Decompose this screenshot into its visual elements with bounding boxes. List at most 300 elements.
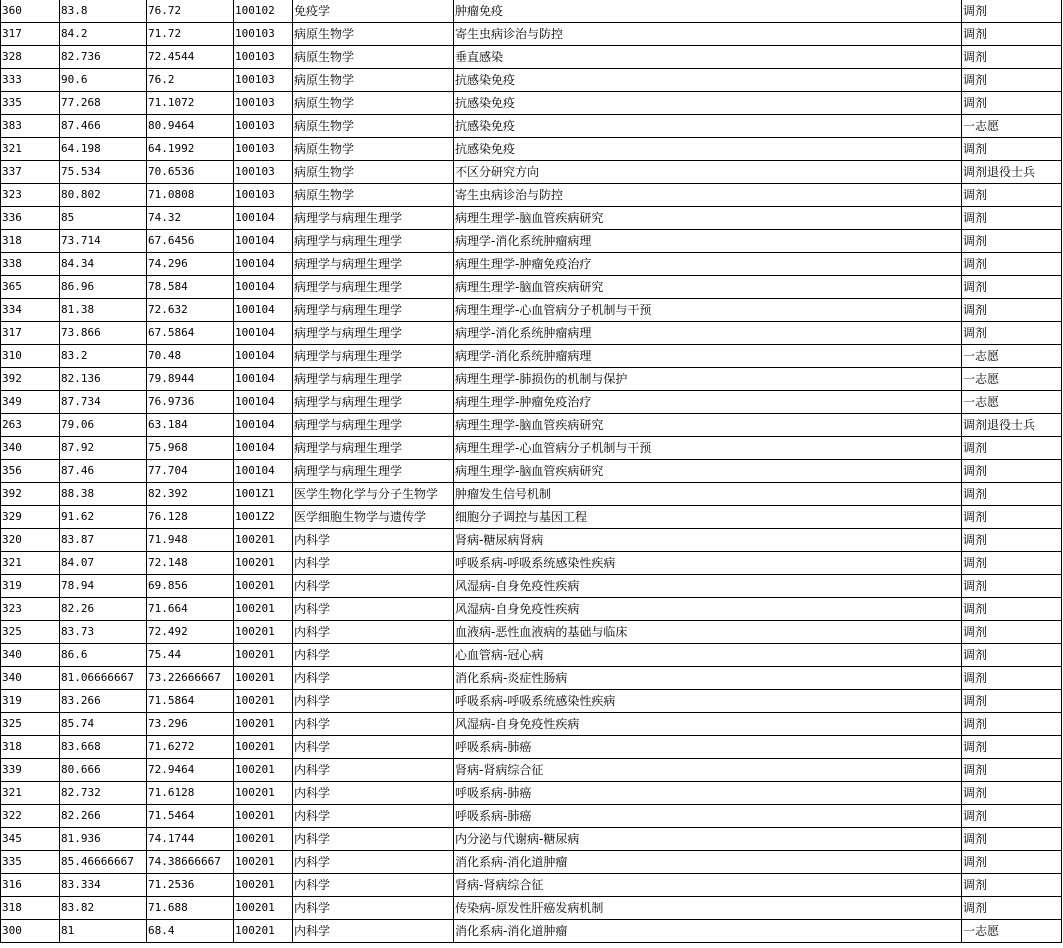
final-score-cell: 70.48: [147, 345, 234, 368]
research-direction-cell: 病理学-消化系统肿瘤病理: [454, 345, 962, 368]
admission-type-cell: 调剂: [962, 805, 1062, 828]
final-score-cell: 69.856: [147, 575, 234, 598]
admission-type-cell: 调剂: [962, 575, 1062, 598]
major-code-cell: 100201: [234, 644, 293, 667]
table-row: [1, 207, 1062, 230]
final-score-cell: 74.32: [147, 207, 234, 230]
final-score-cell: 76.9736: [147, 391, 234, 414]
retest-score-cell: 85.74: [60, 713, 147, 736]
major-code-cell: 100201: [234, 713, 293, 736]
total-score-cell: 321: [1, 138, 60, 161]
final-score-cell: 77.704: [147, 460, 234, 483]
final-score-cell: 74.1744: [147, 828, 234, 851]
retest-score-cell: 83.73: [60, 621, 147, 644]
major-code-cell: 1001Z1: [234, 483, 293, 506]
table-row: [1, 713, 1062, 736]
admission-type-cell: 调剂: [962, 138, 1062, 161]
major-name-cell: 免疫学: [293, 0, 454, 23]
retest-score-cell: 87.92: [60, 437, 147, 460]
major-name-cell: 内科学: [293, 851, 454, 874]
major-name-cell: 内科学: [293, 690, 454, 713]
admission-type-cell: 调剂: [962, 529, 1062, 552]
final-score-cell: 76.128: [147, 506, 234, 529]
major-code-cell: 100201: [234, 736, 293, 759]
retest-score-cell: 83.2: [60, 345, 147, 368]
research-direction-cell: 肿瘤免疫: [454, 0, 962, 23]
total-score-cell: 333: [1, 69, 60, 92]
table-row: [1, 437, 1062, 460]
total-score-cell: 340: [1, 667, 60, 690]
research-direction-cell: 传染病-原发性肝癌发病机制: [454, 897, 962, 920]
retest-score-cell: 87.46: [60, 460, 147, 483]
retest-score-cell: 82.26: [60, 598, 147, 621]
total-score-cell: 318: [1, 736, 60, 759]
final-score-cell: 72.4544: [147, 46, 234, 69]
table-row: [1, 460, 1062, 483]
major-name-cell: 内科学: [293, 782, 454, 805]
major-code-cell: 100201: [234, 782, 293, 805]
major-code-cell: 100201: [234, 690, 293, 713]
table-row: [1, 805, 1062, 828]
final-score-cell: 71.2536: [147, 874, 234, 897]
total-score-cell: 319: [1, 690, 60, 713]
retest-score-cell: 87.734: [60, 391, 147, 414]
total-score-cell: 356: [1, 460, 60, 483]
final-score-cell: 67.6456: [147, 230, 234, 253]
major-name-cell: 病理学与病理生理学: [293, 253, 454, 276]
major-name-cell: 内科学: [293, 667, 454, 690]
retest-score-cell: 83.668: [60, 736, 147, 759]
major-code-cell: 100201: [234, 621, 293, 644]
major-name-cell: 内科学: [293, 713, 454, 736]
major-code-cell: 100201: [234, 759, 293, 782]
table-row: [1, 253, 1062, 276]
table-row: [1, 414, 1062, 437]
admission-type-cell: 调剂: [962, 184, 1062, 207]
retest-score-cell: 91.62: [60, 506, 147, 529]
total-score-cell: 340: [1, 644, 60, 667]
research-direction-cell: 心血管病-冠心病: [454, 644, 962, 667]
admission-type-cell: 调剂: [962, 299, 1062, 322]
admission-type-cell: 调剂: [962, 483, 1062, 506]
table-row: [1, 92, 1062, 115]
major-code-cell: 100104: [234, 299, 293, 322]
total-score-cell: 323: [1, 184, 60, 207]
admission-type-cell: 调剂: [962, 621, 1062, 644]
retest-score-cell: 81.38: [60, 299, 147, 322]
total-score-cell: 316: [1, 874, 60, 897]
research-direction-cell: 风湿病-自身免疫性疾病: [454, 575, 962, 598]
major-code-cell: 100104: [234, 207, 293, 230]
major-name-cell: 内科学: [293, 874, 454, 897]
major-code-cell: 100103: [234, 92, 293, 115]
retest-score-cell: 80.802: [60, 184, 147, 207]
retest-score-cell: 82.736: [60, 46, 147, 69]
final-score-cell: 64.1992: [147, 138, 234, 161]
major-name-cell: 内科学: [293, 552, 454, 575]
research-direction-cell: 呼吸系病-肺癌: [454, 805, 962, 828]
table-row: [1, 23, 1062, 46]
table-row: [1, 69, 1062, 92]
total-score-cell: 345: [1, 828, 60, 851]
major-name-cell: 内科学: [293, 897, 454, 920]
major-name-cell: 医学细胞生物学与遗传学: [293, 506, 454, 529]
retest-score-cell: 83.334: [60, 874, 147, 897]
total-score-cell: 329: [1, 506, 60, 529]
total-score-cell: 322: [1, 805, 60, 828]
admission-type-cell: 调剂: [962, 690, 1062, 713]
major-name-cell: 病理学与病理生理学: [293, 414, 454, 437]
retest-score-cell: 81.06666667: [60, 667, 147, 690]
retest-score-cell: 75.534: [60, 161, 147, 184]
final-score-cell: 71.0808: [147, 184, 234, 207]
final-score-cell: 67.5864: [147, 322, 234, 345]
research-direction-cell: 风湿病-自身免疫性疾病: [454, 713, 962, 736]
research-direction-cell: 抗感染免疫: [454, 138, 962, 161]
retest-score-cell: 77.268: [60, 92, 147, 115]
retest-score-cell: 80.666: [60, 759, 147, 782]
retest-score-cell: 86.96: [60, 276, 147, 299]
table-row: [1, 46, 1062, 69]
admission-type-cell: 调剂: [962, 322, 1062, 345]
major-code-cell: 100104: [234, 414, 293, 437]
research-direction-cell: 肾病-肾病综合征: [454, 874, 962, 897]
final-score-cell: 73.22666667: [147, 667, 234, 690]
research-direction-cell: 呼吸系病-呼吸系统感染性疾病: [454, 690, 962, 713]
table-row: [1, 506, 1062, 529]
table-row: [1, 299, 1062, 322]
admission-type-cell: 调剂: [962, 253, 1062, 276]
major-name-cell: 病理学与病理生理学: [293, 345, 454, 368]
major-code-cell: 100104: [234, 391, 293, 414]
retest-score-cell: 86.6: [60, 644, 147, 667]
final-score-cell: 63.184: [147, 414, 234, 437]
major-code-cell: 100201: [234, 667, 293, 690]
major-code-cell: 1001Z2: [234, 506, 293, 529]
major-name-cell: 病理学与病理生理学: [293, 322, 454, 345]
major-name-cell: 内科学: [293, 736, 454, 759]
total-score-cell: 340: [1, 437, 60, 460]
major-code-cell: 100201: [234, 897, 293, 920]
table-row: [1, 161, 1062, 184]
research-direction-cell: 寄生虫病诊治与防控: [454, 184, 962, 207]
major-code-cell: 100104: [234, 276, 293, 299]
major-name-cell: 病原生物学: [293, 69, 454, 92]
major-code-cell: 100201: [234, 575, 293, 598]
major-name-cell: 内科学: [293, 644, 454, 667]
research-direction-cell: 风湿病-自身免疫性疾病: [454, 598, 962, 621]
retest-score-cell: 82.136: [60, 368, 147, 391]
research-direction-cell: 抗感染免疫: [454, 115, 962, 138]
major-code-cell: 100103: [234, 115, 293, 138]
research-direction-cell: 病理生理学-肺损伤的机制与保护: [454, 368, 962, 391]
retest-score-cell: 88.38: [60, 483, 147, 506]
retest-score-cell: 84.34: [60, 253, 147, 276]
admission-type-cell: 调剂: [962, 782, 1062, 805]
retest-score-cell: 85: [60, 207, 147, 230]
table-row: [1, 184, 1062, 207]
final-score-cell: 78.584: [147, 276, 234, 299]
retest-score-cell: 83.266: [60, 690, 147, 713]
table-row: [1, 759, 1062, 782]
admission-type-cell: 调剂: [962, 506, 1062, 529]
major-name-cell: 病理学与病理生理学: [293, 391, 454, 414]
table-row: [1, 897, 1062, 920]
final-score-cell: 71.948: [147, 529, 234, 552]
retest-score-cell: 83.8: [60, 0, 147, 23]
major-code-cell: 100103: [234, 184, 293, 207]
final-score-cell: 71.1072: [147, 92, 234, 115]
admission-type-cell: 调剂: [962, 69, 1062, 92]
major-code-cell: 100103: [234, 161, 293, 184]
final-score-cell: 71.6128: [147, 782, 234, 805]
table-row: [1, 782, 1062, 805]
table-row: [1, 0, 1062, 23]
final-score-cell: 72.9464: [147, 759, 234, 782]
table-row: [1, 368, 1062, 391]
total-score-cell: 317: [1, 322, 60, 345]
total-score-cell: 325: [1, 713, 60, 736]
total-score-cell: 328: [1, 46, 60, 69]
total-score-cell: 365: [1, 276, 60, 299]
research-direction-cell: 病理生理学-脑血管疾病研究: [454, 414, 962, 437]
admission-type-cell: 调剂: [962, 230, 1062, 253]
research-direction-cell: 病理生理学-心血管病分子机制与干预: [454, 437, 962, 460]
major-code-cell: 100104: [234, 230, 293, 253]
table-row: [1, 874, 1062, 897]
major-name-cell: 病理学与病理生理学: [293, 299, 454, 322]
table-row: [1, 667, 1062, 690]
retest-score-cell: 87.466: [60, 115, 147, 138]
major-code-cell: 100104: [234, 437, 293, 460]
major-code-cell: 100104: [234, 345, 293, 368]
major-code-cell: 100103: [234, 46, 293, 69]
final-score-cell: 75.44: [147, 644, 234, 667]
table-row: [1, 828, 1062, 851]
total-score-cell: 310: [1, 345, 60, 368]
major-code-cell: 100201: [234, 552, 293, 575]
retest-score-cell: 78.94: [60, 575, 147, 598]
total-score-cell: 334: [1, 299, 60, 322]
table-row: [1, 644, 1062, 667]
total-score-cell: 339: [1, 759, 60, 782]
retest-score-cell: 73.714: [60, 230, 147, 253]
retest-score-cell: 73.866: [60, 322, 147, 345]
total-score-cell: 317: [1, 23, 60, 46]
admission-type-cell: 调剂: [962, 644, 1062, 667]
major-name-cell: 内科学: [293, 920, 454, 943]
table-row: [1, 230, 1062, 253]
table-row: [1, 115, 1062, 138]
research-direction-cell: 抗感染免疫: [454, 92, 962, 115]
major-name-cell: 病原生物学: [293, 115, 454, 138]
final-score-cell: 72.632: [147, 299, 234, 322]
admission-type-cell: 调剂: [962, 828, 1062, 851]
major-name-cell: 内科学: [293, 621, 454, 644]
major-code-cell: 100103: [234, 138, 293, 161]
final-score-cell: 80.9464: [147, 115, 234, 138]
major-name-cell: 病原生物学: [293, 92, 454, 115]
table-row: [1, 276, 1062, 299]
research-direction-cell: 病理学-消化系统肿瘤病理: [454, 322, 962, 345]
research-direction-cell: 消化系病-炎症性肠病: [454, 667, 962, 690]
major-name-cell: 病原生物学: [293, 46, 454, 69]
table-row: [1, 920, 1062, 943]
major-code-cell: 100104: [234, 253, 293, 276]
major-code-cell: 100104: [234, 322, 293, 345]
total-score-cell: 335: [1, 851, 60, 874]
total-score-cell: 338: [1, 253, 60, 276]
admission-type-cell: 调剂: [962, 437, 1062, 460]
table-row: [1, 138, 1062, 161]
admission-type-cell: 一志愿: [962, 920, 1062, 943]
retest-score-cell: 82.266: [60, 805, 147, 828]
final-score-cell: 71.688: [147, 897, 234, 920]
admission-type-cell: 调剂: [962, 598, 1062, 621]
major-name-cell: 内科学: [293, 805, 454, 828]
research-direction-cell: 病理生理学-心血管病分子机制与干预: [454, 299, 962, 322]
table-row: [1, 851, 1062, 874]
major-code-cell: 100103: [234, 23, 293, 46]
major-name-cell: 病理学与病理生理学: [293, 460, 454, 483]
admission-type-cell: 调剂: [962, 0, 1062, 23]
major-name-cell: 病原生物学: [293, 23, 454, 46]
retest-score-cell: 85.46666667: [60, 851, 147, 874]
research-direction-cell: 病理生理学-脑血管疾病研究: [454, 460, 962, 483]
total-score-cell: 335: [1, 92, 60, 115]
admission-type-cell: 调剂: [962, 207, 1062, 230]
admission-type-cell: 调剂: [962, 92, 1062, 115]
research-direction-cell: 病理生理学-肿瘤免疫治疗: [454, 253, 962, 276]
retest-score-cell: 84.2: [60, 23, 147, 46]
final-score-cell: 73.296: [147, 713, 234, 736]
research-direction-cell: 病理生理学-肿瘤免疫治疗: [454, 391, 962, 414]
admission-type-cell: 调剂: [962, 276, 1062, 299]
retest-score-cell: 82.732: [60, 782, 147, 805]
admission-type-cell: 一志愿: [962, 115, 1062, 138]
admission-type-cell: 调剂: [962, 874, 1062, 897]
admission-type-cell: 调剂: [962, 460, 1062, 483]
major-code-cell: 100104: [234, 460, 293, 483]
total-score-cell: 323: [1, 598, 60, 621]
retest-score-cell: 64.198: [60, 138, 147, 161]
major-name-cell: 内科学: [293, 828, 454, 851]
research-direction-cell: 呼吸系病-呼吸系统感染性疾病: [454, 552, 962, 575]
major-name-cell: 内科学: [293, 598, 454, 621]
total-score-cell: 319: [1, 575, 60, 598]
total-score-cell: 392: [1, 483, 60, 506]
major-name-cell: 内科学: [293, 759, 454, 782]
admission-type-cell: 调剂: [962, 851, 1062, 874]
admission-type-cell: 调剂退役士兵: [962, 414, 1062, 437]
admission-type-cell: 调剂: [962, 23, 1062, 46]
admission-type-cell: 一志愿: [962, 345, 1062, 368]
final-score-cell: 75.968: [147, 437, 234, 460]
retest-score-cell: 83.82: [60, 897, 147, 920]
final-score-cell: 72.492: [147, 621, 234, 644]
major-code-cell: 100201: [234, 598, 293, 621]
major-name-cell: 病原生物学: [293, 184, 454, 207]
retest-score-cell: 81: [60, 920, 147, 943]
table-row: [1, 322, 1062, 345]
retest-score-cell: 83.87: [60, 529, 147, 552]
major-name-cell: 病理学与病理生理学: [293, 230, 454, 253]
table-row: [1, 690, 1062, 713]
total-score-cell: 336: [1, 207, 60, 230]
major-code-cell: 100201: [234, 874, 293, 897]
research-direction-cell: 消化系病-消化道肿瘤: [454, 920, 962, 943]
total-score-cell: 383: [1, 115, 60, 138]
research-direction-cell: 血液病-恶性血液病的基础与临床: [454, 621, 962, 644]
major-name-cell: 病理学与病理生理学: [293, 368, 454, 391]
table-row: [1, 345, 1062, 368]
final-score-cell: 71.5464: [147, 805, 234, 828]
research-direction-cell: 呼吸系病-肺癌: [454, 782, 962, 805]
admission-type-cell: 调剂: [962, 736, 1062, 759]
retest-score-cell: 84.07: [60, 552, 147, 575]
research-direction-cell: 肾病-糖尿病肾病: [454, 529, 962, 552]
major-name-cell: 内科学: [293, 575, 454, 598]
table-body: [1, 0, 1062, 943]
table-row: [1, 483, 1062, 506]
total-score-cell: 325: [1, 621, 60, 644]
total-score-cell: 392: [1, 368, 60, 391]
research-direction-cell: 寄生虫病诊治与防控: [454, 23, 962, 46]
admission-type-cell: 调剂: [962, 897, 1062, 920]
total-score-cell: 360: [1, 0, 60, 23]
research-direction-cell: 抗感染免疫: [454, 69, 962, 92]
final-score-cell: 70.6536: [147, 161, 234, 184]
admission-type-cell: 调剂: [962, 46, 1062, 69]
retest-score-cell: 79.06: [60, 414, 147, 437]
table-row: [1, 736, 1062, 759]
research-direction-cell: 肾病-肾病综合征: [454, 759, 962, 782]
table-row: [1, 621, 1062, 644]
research-direction-cell: 不区分研究方向: [454, 161, 962, 184]
final-score-cell: 82.392: [147, 483, 234, 506]
retest-score-cell: 81.936: [60, 828, 147, 851]
final-score-cell: 79.8944: [147, 368, 234, 391]
table-row: [1, 598, 1062, 621]
total-score-cell: 318: [1, 897, 60, 920]
table-row: [1, 575, 1062, 598]
total-score-cell: 321: [1, 552, 60, 575]
final-score-cell: 71.6272: [147, 736, 234, 759]
admission-type-cell: 调剂: [962, 667, 1062, 690]
table-row: [1, 552, 1062, 575]
total-score-cell: 318: [1, 230, 60, 253]
total-score-cell: 321: [1, 782, 60, 805]
total-score-cell: 263: [1, 414, 60, 437]
admission-type-cell: 一志愿: [962, 368, 1062, 391]
research-direction-cell: 病理生理学-脑血管疾病研究: [454, 207, 962, 230]
admission-type-cell: 调剂: [962, 759, 1062, 782]
major-name-cell: 病理学与病理生理学: [293, 276, 454, 299]
major-name-cell: 医学生物化学与分子生物学: [293, 483, 454, 506]
research-direction-cell: 细胞分子调控与基因工程: [454, 506, 962, 529]
major-code-cell: 100201: [234, 529, 293, 552]
major-code-cell: 100201: [234, 920, 293, 943]
major-code-cell: 100102: [234, 0, 293, 23]
research-direction-cell: 肿瘤发生信号机制: [454, 483, 962, 506]
major-code-cell: 100201: [234, 828, 293, 851]
admission-type-cell: 一志愿: [962, 391, 1062, 414]
research-direction-cell: 病理生理学-脑血管疾病研究: [454, 276, 962, 299]
final-score-cell: 71.72: [147, 23, 234, 46]
admission-type-cell: 调剂: [962, 552, 1062, 575]
total-score-cell: 320: [1, 529, 60, 552]
major-code-cell: 100103: [234, 69, 293, 92]
